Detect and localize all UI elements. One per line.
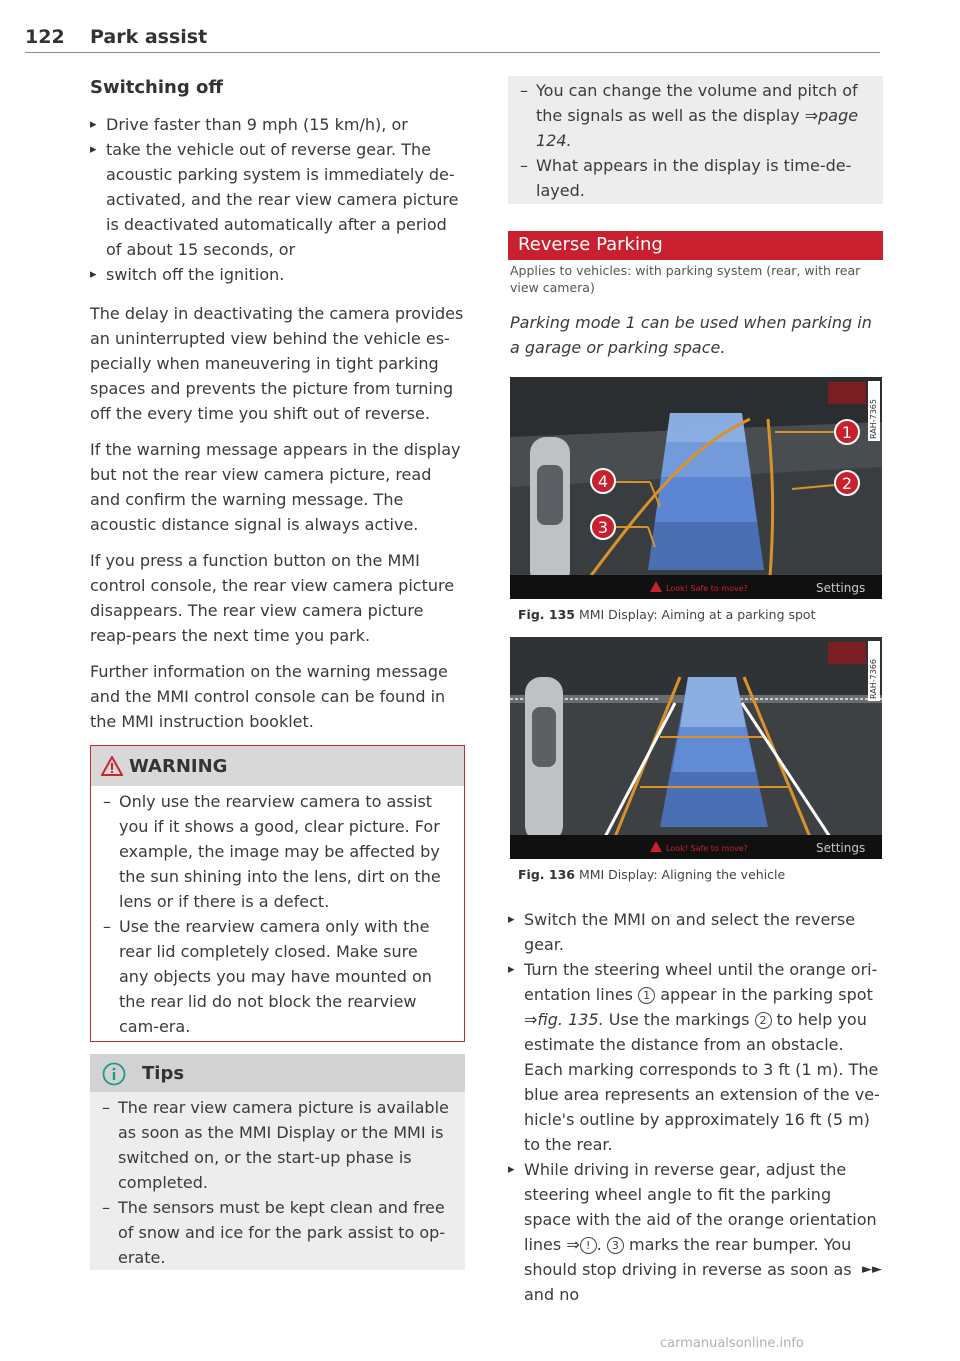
- list-item: – Only use the rearview camera to assist you if it shows a good, clear picture. For example, the image may be affected by the sun shining into the lens, dirt on the lens or if there is a defect.: [91, 789, 452, 914]
- figure-code-strip: [868, 381, 880, 441]
- list-item: – The sensors must be kept clean and free of snow and ice for the park assist to op-erate.: [90, 1195, 453, 1270]
- figure-code-strip: [868, 641, 880, 701]
- warning-header: [91, 746, 464, 786]
- caution-ref: !: [580, 1237, 597, 1254]
- tips-box: [90, 1054, 465, 1270]
- info-icon: [102, 1062, 126, 1086]
- list-item: ▸ take the vehicle out of reverse gear. The acoustic parking system is immediately de-activated, and the rear view camera picture is deactivated automatically after a period of about 15 seconds, or: [90, 137, 465, 262]
- section-bar: [508, 231, 883, 260]
- reverse-parking-title: Reverse Parking: [518, 234, 663, 255]
- tips-list: [90, 1092, 465, 1270]
- list-item: ▸ Turn the steering wheel until the orange ori-entation lines 1 appear in the parking spot ⇒fig. 135. Use the markings 2 to help you estimate the distance from an obstacle. Each marking corresponds to 3 ft (1 m). The blue area represents an extension of the ve-hicle's outline by approximately 16 ft (5 m) to the rear.: [508, 957, 883, 1157]
- applies-note: Applies to vehicles: with parking system (rear, with rear view camera): [510, 263, 861, 295]
- callout-ref-3: 3: [607, 1237, 624, 1254]
- camera-view-image: [510, 377, 882, 599]
- callout-3-label: 3: [597, 518, 609, 537]
- callout-ref-2: 2: [755, 1012, 772, 1029]
- list-item: ▸ While driving in reverse gear, adjust the steering wheel angle to fit the parking space with the aid of the orange orientation lines ⇒ ! . 3 marks the rear bumper. You should stop driving in reverse as soon as and no: [508, 1157, 883, 1307]
- page-header: [25, 24, 880, 53]
- figure-136: [510, 637, 882, 859]
- watermark: carmanualsonline.info: [660, 1336, 804, 1351]
- list-item: ▸ switch off the ignition.: [90, 262, 465, 287]
- intro-text: Parking mode 1 can be used when parking in a garage or parking space.: [510, 313, 872, 357]
- paragraph: Further information on the warning message and the MMI control console can be found in the MMI instruction booklet.: [90, 662, 448, 731]
- list-item: ▸ Drive faster than 9 mph (15 km/h), or: [90, 112, 465, 137]
- figure-code: RAH-7366: [869, 659, 878, 699]
- callout-ref-1: 1: [638, 987, 655, 1004]
- switching-off-heading: Switching off: [90, 77, 223, 98]
- sensor-indicator-icon: [828, 642, 866, 664]
- list-item: ▸ Switch the MMI on and select the reverse gear.: [508, 907, 883, 957]
- steps-list: [508, 907, 883, 1307]
- camera-view-image: [510, 637, 882, 859]
- paragraph: The delay in deactivating the camera provides an uninterrupted view behind the vehicle es-pecially when maneuvering in tight parking spaces and prevents the picture from turning off the every time you shift out of reverse.: [90, 304, 464, 423]
- settings-label: Settings: [816, 581, 866, 595]
- figure-136-caption: Fig. 136 MMI Display: Aligning the vehicle: [518, 867, 786, 882]
- figure-135-caption: Fig. 135 MMI Display: Aiming at a parking spot: [518, 607, 816, 622]
- callout-1-label: 1: [841, 423, 853, 442]
- warning-box: [90, 745, 465, 1042]
- tips-title: Tips: [142, 1063, 185, 1084]
- sensor-indicator-icon: [828, 382, 866, 404]
- paragraph: If you press a function button on the MMI control console, the rear view camera picture disappears. The rear view camera picture reap-pears the next time you park.: [90, 551, 455, 645]
- continue-arrow-icon: ►►: [862, 1262, 882, 1277]
- safety-message: Look! Safe to move?: [666, 584, 748, 593]
- list-item: – The rear view camera picture is available as soon as the MMI Display or the MMI is switched on, or the start-up phase is completed.: [90, 1095, 453, 1195]
- warning-triangle-icon: [101, 756, 123, 776]
- page-number: 122: [25, 26, 65, 48]
- list-item: – What appears in the display is time-de-layed.: [508, 153, 871, 203]
- list-item: – You can change the volume and pitch of the signals as well as the display ⇒page 124.: [508, 78, 871, 153]
- paragraph: If the warning message appears in the display but not the rear view camera picture, read and confirm the warning message. The acoustic distance signal is always active.: [90, 440, 461, 534]
- figure-135: [510, 377, 882, 599]
- switching-off-list: [90, 112, 465, 287]
- list-item: – Use the rearview camera only with the rear lid completely closed. Make sure any objects you may have mounted on the rear lid do not block the rearview cam-era.: [91, 914, 452, 1039]
- page-reference: ⇒page 124.: [536, 106, 859, 150]
- warning-title: WARNING: [129, 756, 228, 777]
- figure-reference: ⇒fig. 135.: [524, 1010, 604, 1029]
- note-box: [508, 76, 883, 204]
- callout-2-label: 2: [841, 474, 853, 493]
- warning-list: [91, 786, 464, 1039]
- tips-header: [90, 1054, 465, 1092]
- safety-message: Look! Safe to move?: [666, 844, 748, 853]
- callout-4-label: 4: [597, 472, 609, 491]
- settings-label: Settings: [816, 841, 866, 855]
- figure-code: RAH-7365: [869, 399, 878, 439]
- section-title: Park assist: [90, 26, 208, 48]
